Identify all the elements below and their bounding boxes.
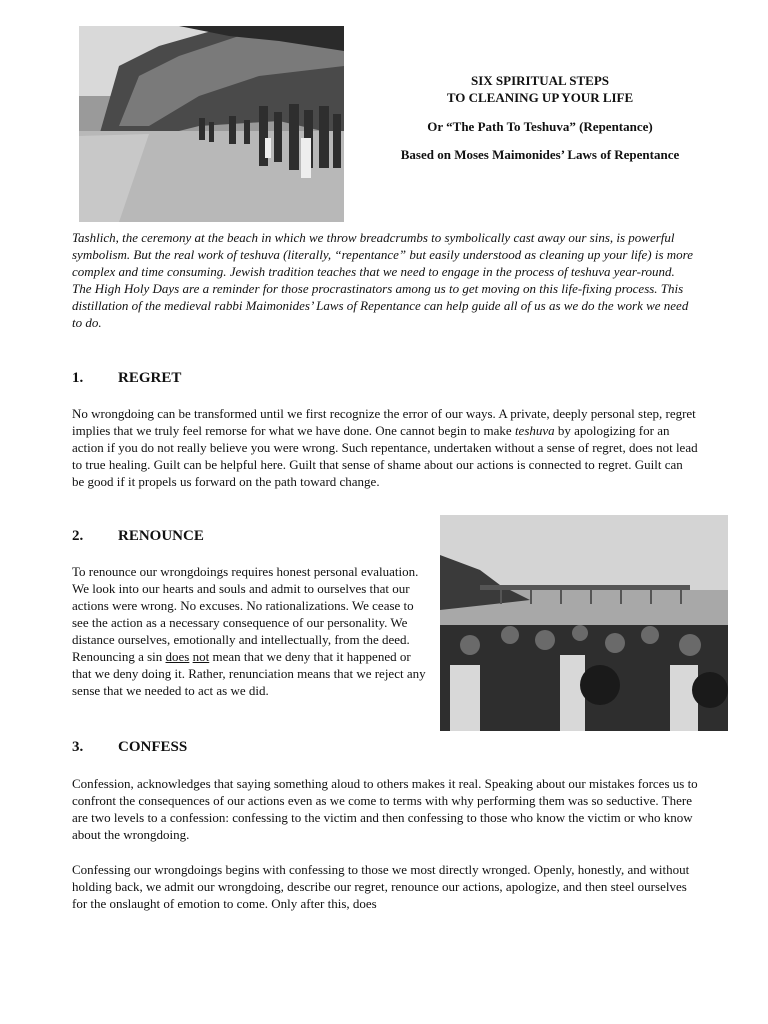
confess-paragraph-2: Confessing our wrongdoings begins with confessing to those we most directly wronged. Openly, honestly, and without holding back, we admit our wrongdoing, describe our regret, renounce our actions, apologize, and then steel ourselves for the onslaught of emotion to come. Only after this, does bbox=[72, 862, 690, 911]
renounce-text-a: To renounce our wrongdoings requires honest personal evaluation. We look into our hearts and souls and admit to ourselves that our actions were wrong. No excuses. No rationalizations. We cease to see the action as a necessary consequence of our personality. We distance ourselves, emotionally and intellectually, from the deed. Renouncing a sin bbox=[72, 564, 419, 664]
section-number: 3. bbox=[72, 739, 84, 755]
regret-text-italic: teshuva bbox=[514, 423, 555, 438]
basis-line: Based on Moses Maimonides’ Laws of Repentance bbox=[400, 147, 680, 162]
title-line-2: TO CLEANING UP YOUR LIFE bbox=[446, 90, 634, 105]
section-number: 1. bbox=[72, 370, 84, 386]
regret-paragraph bbox=[72, 405, 698, 490]
section-heading-renounce bbox=[72, 527, 204, 545]
renounce-text-b: mean that we deny that it happened or that we deny doing it. Rather, renunciation means that we reject any sense that we needed to act as we did. bbox=[72, 649, 426, 698]
underlined-not: not bbox=[192, 649, 210, 664]
confess-paragraph-1: Confession, acknowledges that saying something aloud to others makes it real. Speaking about our mistakes forces us to confront the consequences of our actions even as we come to terms with why performing them was so seductive. There are two levels to a confession: confessing to the victim and then confessing to those who know the victim or who know about the wrongdoing. bbox=[72, 776, 698, 842]
renounce-paragraph bbox=[72, 563, 432, 699]
section-heading-confess bbox=[72, 738, 187, 756]
regret-text-a: No wrongdoing can be transformed until we first recognize the error of our ways. A private, deeply personal step, regret implies that we truly feel remorse for what we have done. One cannot begin to make bbox=[72, 406, 696, 438]
regret-text-b: by apologizing for an action if you do not really believe you were wrong. Such repentance, undertaken without a sense of regret, does not lead to true healing. Guilt can be helpful here. Guilt that sense of shame about our actions is connected to regret. Guilt can be good if it propels us forward on the path toward change. bbox=[72, 423, 698, 489]
document-title-block bbox=[352, 72, 728, 163]
section-number: 2. bbox=[72, 528, 84, 544]
underlined-does: does bbox=[165, 649, 190, 664]
section-title: REGRET bbox=[118, 370, 182, 386]
beach-pier-crowd-photo bbox=[440, 515, 728, 731]
section-title: CONFESS bbox=[118, 739, 188, 755]
subtitle: Or “The Path To Teshuva” (Repentance) bbox=[427, 119, 653, 134]
section-title: RENOUNCE bbox=[118, 528, 204, 544]
title-line-1: SIX SPIRITUAL STEPS bbox=[471, 73, 609, 88]
beach-cliff-photo bbox=[79, 26, 344, 222]
section-heading-regret bbox=[72, 369, 181, 387]
intro-paragraph: Tashlich, the ceremony at the beach in which we throw breadcrumbs to symbolically cast away our sins, is powerful symbolism. But the real work of teshuva (literally, “repentance” but easily understood as cleaning up your life) is more complex and time consuming. Jewish tradition teaches that we need to engage in the process of teshuva year-round. The High Holy Days are a reminder for those procrastinators among us to get moving on this life-fixing process. This distillation of the medieval rabbi Maimonides’ Laws of Repentance can help guide all of us as we do the work we need to do. bbox=[72, 230, 694, 330]
